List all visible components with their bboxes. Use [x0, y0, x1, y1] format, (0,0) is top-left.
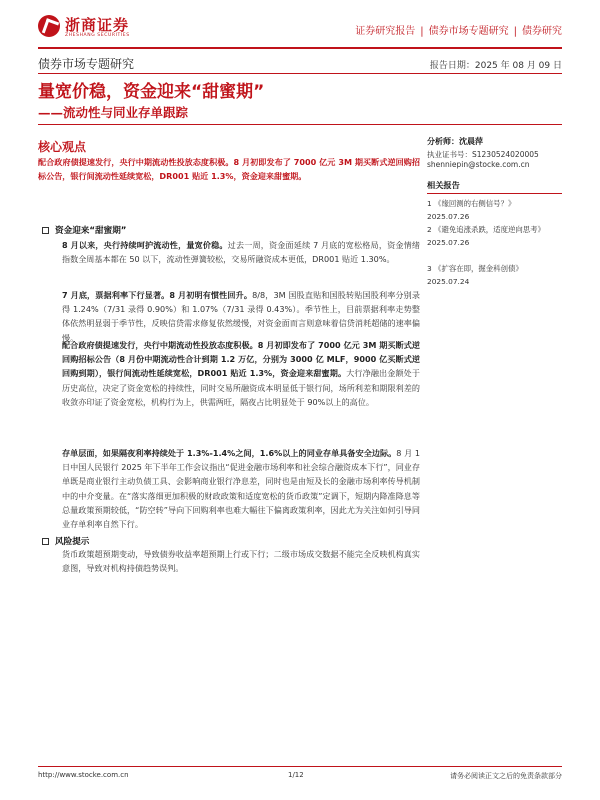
bullet-heading-risk — [42, 535, 89, 547]
footer-divider — [38, 766, 562, 767]
related-report-title[interactable]: 1 《缘回测的右侧信号？》 — [427, 199, 516, 208]
paragraph-central-bank — [62, 338, 420, 409]
analyst-name: 分析师：沈晨萍 — [427, 136, 483, 146]
paragraph-risk: 货币政策超预期变动，导致债券收益率超预期上行或下行；二级市场成交数据不能完全反映机构真实意图，导致对机构持债趋势误判。 — [62, 549, 420, 574]
footer-website-link[interactable]: http://www.stocke.com.cn — [38, 771, 129, 779]
paragraph-lead: 8 月以来，央行持续呵护流动性，量宽价稳。 — [62, 240, 228, 250]
related-report-title[interactable]: 3 《扩容在即，掘金科创债》 — [427, 264, 523, 273]
paragraph-bill-rate — [62, 288, 420, 345]
related-report-item[interactable] — [427, 223, 562, 249]
logo-name-en: ZHESHANG SECURITIES — [65, 33, 130, 38]
related-report-title[interactable]: 2 《避免追涨杀跌，适度逆向思考》 — [427, 225, 545, 234]
related-report-date: 2025.07.26 — [427, 212, 470, 221]
header-divider — [38, 47, 562, 49]
paragraph-lead: 配合政府债提速发行，央行中期流动性投放态度积极。8 月初即发布了 7000 亿元 3M 期买断式逆回购招标公告（8 月份中期流动性合计到期 1.2 万亿，分别为 3000 亿 MLF，9000 亿买断式逆回购到期），银行间流动性延续宽松，DR001 贴近 1.3%，资金迎来甜蜜期。 — [62, 340, 420, 379]
paragraph-body: 大行净融出金额处于历史高位，决定了资金宽松的持续性，同时交易所融资成本明显低于银行间，场所利差和期限利差的收敛亦印证了资金宽松，机构行为上，供需两旺，隔夜占比明显处于 90%以上的高位。 — [62, 368, 420, 407]
disclaimer-note: 请务必阅读正文之后的免责条款部分 — [450, 772, 562, 780]
paragraph-cd-rates — [62, 446, 420, 531]
paragraph-liquidity — [62, 238, 420, 266]
related-reports-heading: 相关报告 — [427, 180, 460, 190]
company-logo — [38, 14, 158, 44]
core-intro: 配合政府债提速发行，央行中期流动性投放态度积极。8 月初即发布了 7000 亿元 3M 期买断式逆回购招标公告，银行间流动性延续宽松，DR001 贴近 1.3%，资金迎来甜蜜期。 — [38, 157, 420, 182]
report-category-nav: 证券研究报告 | 债券市场专题研究 | 债券研究 — [355, 26, 562, 37]
page-number: 1/12 — [288, 771, 304, 779]
report-subtitle: ——流动性与同业存单跟踪 — [38, 105, 189, 120]
bullet-box-icon — [42, 538, 49, 545]
logo-mark-icon — [38, 15, 60, 37]
bullet-heading-text: 资金迎来“甜蜜期” — [55, 226, 127, 236]
title-bottom-divider — [38, 124, 562, 125]
bullet-box-icon — [42, 227, 49, 234]
bullet-heading-text: 风险提示 — [55, 537, 90, 547]
core-views-heading: 核心观点 — [38, 140, 87, 154]
nav-item-bond-market: 债券市场专题研究 — [428, 26, 509, 37]
logo-name-cn: 浙商证券 — [65, 16, 130, 34]
analyst-email[interactable]: shenniepin@stocke.com.cn — [427, 160, 530, 169]
related-report-date: 2025.07.24 — [427, 277, 470, 286]
related-report-item[interactable] — [427, 262, 562, 288]
paragraph-body: 过去一周，资金面延续 7 月底的宽松格局，资金情绪指数全周基本都在 50 以下，流动性弹簧较松，交易所融资成本更低，DR001 贴近 1.30%。 — [62, 240, 420, 265]
report-date: 报告日期：2025 年 08 月 09 日 — [429, 61, 562, 71]
paragraph-lead: 存单层面，如果隔夜利率持续处于 1.3%-1.4%之间，1.6%以上的同业存单具备安全边际。 — [62, 448, 397, 458]
section-label: 债券市场专题研究 — [38, 57, 135, 71]
report-title: 量宽价稳，资金迎来“甜蜜期” — [38, 82, 265, 102]
analyst-certificate: 执业证书号：S1230524020005 — [427, 150, 539, 159]
related-report-item[interactable] — [427, 197, 562, 223]
related-report-date: 2025.07.26 — [427, 238, 470, 247]
title-divider — [38, 73, 562, 74]
paragraph-body: 8/8，3M 国股直贴和国股转贴国股利率分别录得 1.24%（7/31 录得 0.90%）和 1.07%（7/31 录得 0.43%）。季节性上，目前票据利率走势整体依然明显弱于季节性，反映信贷需求修复依然缓慢，对资金面而言则意味着信贷消耗超储的速率偏慢。 — [62, 290, 420, 343]
nav-item-bond-research: 债券研究 — [522, 26, 562, 37]
paragraph-body: 8 月 1 日中国人民银行 2025 年下半年工作会议指出“促进金融市场利率和社会综合融资成本下行”，同业存单既是商业银行主动负债工具、会影响商业银行净息差，同时也是由短及长的金融市场利率传导机制中的中介变量。在“落实落细更加积极的财政政策和适度宽松的货币政策”定调下，短期内降准降息等总量政策预期较低，“防空转”导向下回购利率也难大幅往下偏离政策利率，因此尤为关注如何引导同业存单利率自然下行。 — [62, 448, 420, 530]
paragraph-lead: 7 月底，票据利率下行显著。8 月初明有惯性回升。 — [62, 290, 253, 300]
nav-item-research-report: 证券研究报告 — [355, 26, 416, 37]
related-divider — [427, 193, 562, 194]
bullet-heading-funding — [42, 224, 126, 236]
